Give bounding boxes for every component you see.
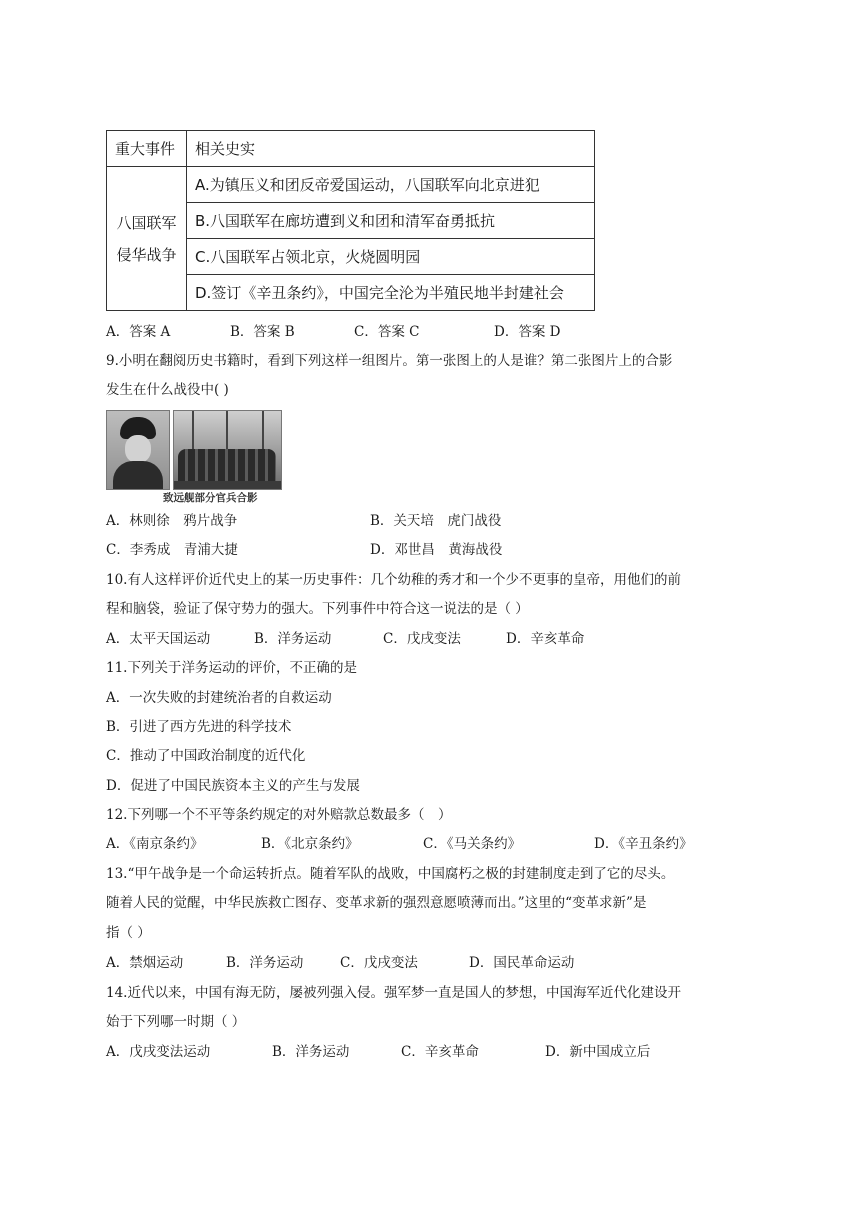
portrait-photo (106, 410, 170, 490)
q14-option-b: B．洋务运动 (272, 1044, 350, 1060)
q9-option-b: B．关天培 虎门战役 (370, 513, 502, 529)
history-events-table (106, 130, 595, 311)
q9-question-line-2: 发生在什么战役中( ) (106, 382, 229, 398)
event-name-line-1: 八国联军 (116, 213, 177, 232)
table-fact-a: A.为镇压义和团反帝爱国运动，八国联军向北京进犯 (187, 167, 595, 203)
table-fact-c: C.八国联军占领北京，火烧圆明园 (187, 239, 595, 275)
table-header-facts: 相关史实 (187, 131, 595, 167)
q9-photo-group (106, 410, 280, 504)
table-fact-b: B.八国联军在廊坊遭到义和团和清军奋勇抵抗 (187, 203, 595, 239)
q13-question-line-3: 指（ ） (106, 925, 151, 941)
q8-option-b: B．答案 B (230, 324, 295, 340)
q13-option-a: A．禁烟运动 (106, 955, 184, 971)
q13-option-b: B．洋务运动 (226, 955, 304, 971)
q12-option-d: D．《辛丑条约》 (594, 836, 693, 852)
q13-question-line-2: 随着人民的觉醒，中华民族救亡图存、变革求新的强烈意愿喷薄而出。”这里的“变革求新”是 (106, 895, 647, 911)
q11-question-line-1: 11.下列关于洋务运动的评价，不正确的是 (106, 660, 357, 676)
q9-option-c: C．李秀成 青浦大捷 (106, 542, 238, 558)
q10-question-line-1: 10.有人这样评价近代史上的某一历史事件：几个幼稚的秀才和一个少不更事的皇帝，用他们的前 (106, 572, 681, 588)
table-header-row (107, 131, 595, 167)
table-fact-d: D.签订《辛丑条约》，中国完全沦为半殖民地半封建社会 (187, 275, 595, 311)
q11-option-b: B．引进了西方先进的科学技术 (106, 719, 292, 735)
q11-option-d: D．促进了中国民族资本主义的产生与发展 (106, 778, 360, 794)
q8-option-c: C．答案 C (354, 324, 420, 340)
table-row (107, 167, 595, 203)
q13-question-line-1: 13.“甲午战争是一个命运转折点。随着军队的战败，中国腐朽之极的封建制度走到了它的尽头。 (106, 866, 675, 882)
q14-question-line-1: 14.近代以来，中国有海无防，屡被列强入侵。强军梦一直是国人的梦想，中国海军近代化建设开 (106, 985, 681, 1001)
q12-option-b: B．《北京条约》 (261, 836, 359, 852)
table-event-cell (107, 167, 187, 311)
q13-option-c: C．戊戌变法 (340, 955, 418, 971)
q8-option-d: D．答案 D (494, 324, 561, 340)
q11-option-c: C．推动了中国政治制度的近代化 (106, 748, 306, 764)
q9-option-a: A．林则徐 鸦片战争 (106, 513, 238, 529)
table-header-event: 重大事件 (107, 131, 187, 167)
q10-option-c: C．戊戌变法 (383, 631, 461, 647)
q14-option-c: C．辛亥革命 (401, 1044, 479, 1060)
q10-question-line-2: 程和脑袋，验证了保守势力的强大。下列事件中符合这一说法的是（ ） (106, 601, 529, 617)
q10-option-b: B．洋务运动 (254, 631, 332, 647)
group-photo (173, 410, 282, 490)
q8-option-a: A．答案 A (106, 324, 171, 340)
q14-option-a: A．戊戌变法运动 (106, 1044, 211, 1060)
q12-option-a: A．《南京条约》 (106, 836, 204, 852)
q9-option-d: D．邓世昌 黄海战役 (370, 542, 503, 558)
q12-question-line-1: 12.下列哪一个不平等条约规定的对外赔款总数最多（ ） (106, 807, 452, 823)
group-photo-caption: 致远舰部分官兵合影 (163, 492, 258, 504)
q14-question-line-2: 始于下列哪一时期（ ） (106, 1014, 246, 1030)
q10-option-a: A．太平天国运动 (106, 631, 211, 647)
event-name-line-2: 侵华战争 (116, 245, 177, 264)
q12-option-c: C．《马关条约》 (423, 836, 522, 852)
q9-question-line-1: 9.小明在翻阅历史书籍时，看到下列这样一组图片。第一张图上的人是谁？第二张图片上的合影 (106, 353, 673, 369)
q10-option-d: D．辛亥革命 (506, 631, 585, 647)
q14-option-d: D．新中国成立后 (545, 1044, 651, 1060)
q11-option-a: A．一次失败的封建统治者的自救运动 (106, 690, 332, 706)
q13-option-d: D．国民革命运动 (469, 955, 575, 971)
